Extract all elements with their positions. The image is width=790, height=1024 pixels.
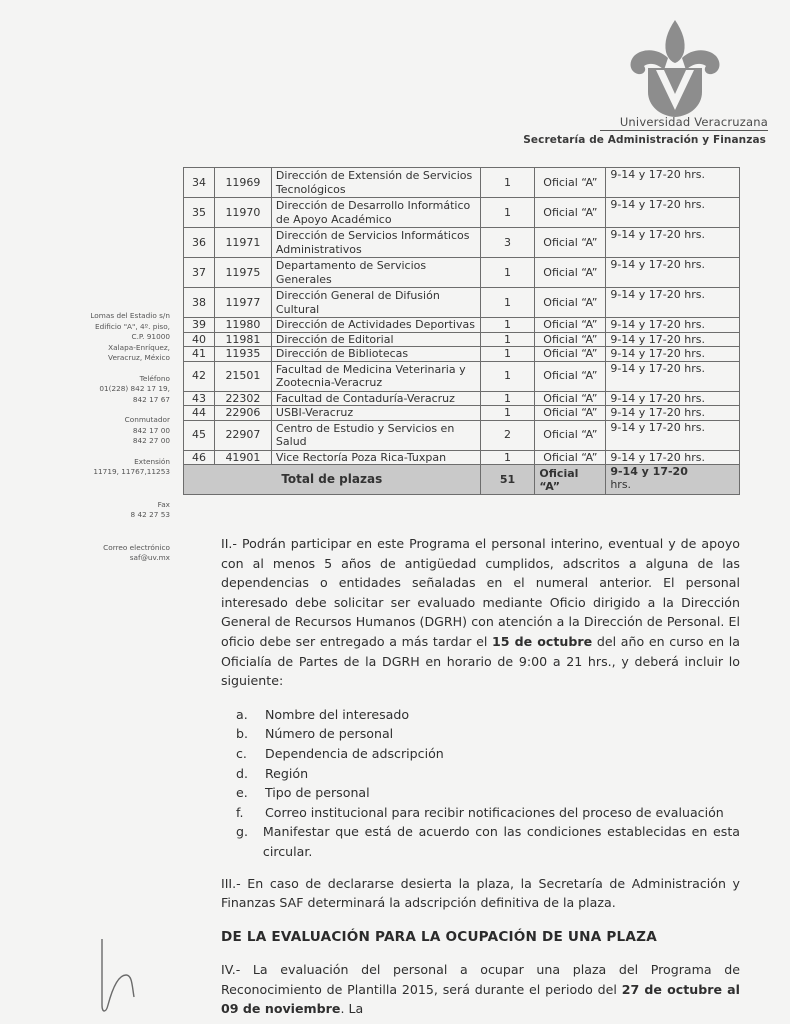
list-letter: f. <box>236 804 244 820</box>
dependency-name: Facultad de Contaduría-Veracruz <box>271 391 480 406</box>
dependency-name: Dirección de Desarrollo Informático de Apoyo Académico <box>271 198 480 228</box>
document-body <box>221 534 740 1019</box>
contact-sidebar <box>60 311 170 574</box>
conmutador-label: Conmutador <box>124 415 170 424</box>
paragraph-text: . La <box>340 1001 364 1017</box>
list-text: Nombre del interesado <box>265 706 410 722</box>
email-block <box>60 543 170 564</box>
dependency-name: Facultad de Medicina Veterinaria y Zootecnia-Veracruz <box>271 361 480 391</box>
plaza-count: 1 <box>480 258 535 288</box>
dependency-code: 22906 <box>214 406 271 421</box>
horario: 9-14 y 17-20 hrs. <box>606 361 740 391</box>
fax-value: 8 42 27 53 <box>130 510 170 519</box>
dependency-code: 11975 <box>214 258 271 288</box>
table-row <box>184 318 740 333</box>
puesto: Oficial “A” <box>535 450 606 465</box>
section-heading: DE LA EVALUACIÓN PARA LA OCUPACIÓN DE UNA PLAZA <box>221 928 657 945</box>
dependency-code: 22907 <box>214 420 271 450</box>
puesto: Oficial “A” <box>535 198 606 228</box>
list-item <box>221 822 740 861</box>
table-row <box>184 347 740 362</box>
table-row <box>184 228 740 258</box>
address-line: Veracruz, México <box>108 353 170 362</box>
fax-label: Fax <box>157 499 170 509</box>
row-number: 35 <box>184 198 215 228</box>
fax-block <box>60 500 170 521</box>
dependency-code: 11977 <box>214 288 271 318</box>
horario: 9-14 y 17-20 hrs. <box>606 347 740 362</box>
horario: 9-14 y 17-20 hrs. <box>606 288 740 318</box>
puesto: Oficial “A” <box>535 318 606 333</box>
address-block <box>60 311 170 364</box>
plaza-count: 3 <box>480 228 535 258</box>
row-number: 46 <box>184 450 215 465</box>
dependency-name: Dirección de Servicios Informáticos Administrativos <box>271 228 480 258</box>
dependency-code: 41901 <box>214 450 271 465</box>
paragraph-iii: III.- En caso de declararse desierta la plaza, la Secretaría de Administración y Finanzas SAF determinará la adscripción definitiva de la plaza. <box>221 875 740 911</box>
table-row <box>184 198 740 228</box>
extension-block <box>60 457 170 478</box>
table-row <box>184 168 740 198</box>
dependency-code: 11971 <box>214 228 271 258</box>
telefono-value: 842 17 67 <box>132 394 170 404</box>
list-letter: g. <box>236 824 248 840</box>
deadline-date: 15 de octubre <box>492 633 593 649</box>
table-row <box>184 361 740 391</box>
list-letter: a. <box>236 706 248 722</box>
row-number: 40 <box>184 332 215 347</box>
plaza-count: 1 <box>480 198 535 228</box>
extension-label: Extensión <box>134 456 170 466</box>
university-name: Universidad Veracruzana <box>600 115 768 131</box>
dependency-code: 21501 <box>214 361 271 391</box>
plaza-count: 1 <box>480 450 535 465</box>
conmutador-value: 842 27 00 <box>132 436 170 445</box>
row-number: 39 <box>184 318 215 333</box>
total-label: Total de plazas <box>184 465 481 495</box>
plaza-count: 1 <box>480 318 535 333</box>
total-horario <box>606 465 740 495</box>
dependency-name: Departamento de Servicios Generales <box>271 258 480 288</box>
dependency-name: Dirección de Actividades Deportivas <box>271 318 480 333</box>
paragraph-text: IV.- La evaluación del personal a ocupar una plaza del Programa de Reconocimiento de Plantilla 2015, será durante el periodo del <box>221 962 740 997</box>
list-letter: e. <box>236 785 248 801</box>
address-line: Lomas del Estadio s/n <box>90 311 170 320</box>
puesto: Oficial “A” <box>535 406 606 421</box>
address-line: Edificio "A", 4º. piso, <box>95 321 170 331</box>
puesto: Oficial “A” <box>535 258 606 288</box>
secretaria-name: Secretaría de Administración y Finanzas <box>523 134 766 146</box>
row-number: 42 <box>184 361 215 391</box>
telefono-block <box>60 374 170 406</box>
list-text: Manifestar que está de acuerdo con las condiciones establecidas en esta circular. <box>262 824 740 859</box>
plazas-table-body <box>184 168 740 495</box>
dependency-name: Vice Rectoría Poza Rica-Tuxpan <box>271 450 480 465</box>
plazas-table <box>183 167 740 495</box>
plaza-count: 1 <box>480 168 535 198</box>
list-letter: d. <box>236 765 248 781</box>
total-row <box>184 465 740 495</box>
horario: 9-14 y 17-20 hrs. <box>606 450 740 465</box>
row-number: 44 <box>184 406 215 421</box>
uv-logo-icon <box>620 18 730 118</box>
requirements-list <box>221 705 740 862</box>
signature-mark-icon <box>92 935 152 1015</box>
dependency-name: Dirección General de Difusión Cultural <box>271 288 480 318</box>
puesto: Oficial “A” <box>535 288 606 318</box>
puesto: Oficial “A” <box>535 420 606 450</box>
row-number: 41 <box>184 347 215 362</box>
table-row <box>184 420 740 450</box>
list-item <box>221 803 740 823</box>
horario: 9-14 y 17-20 hrs. <box>606 168 740 198</box>
plaza-count: 1 <box>480 406 535 421</box>
total-horario-line2: hrs. <box>610 478 632 491</box>
puesto: Oficial “A” <box>535 391 606 406</box>
list-text: Región <box>265 765 309 781</box>
telefono-value: 01(228) 842 17 19, <box>99 384 170 393</box>
dependency-code: 22302 <box>214 391 271 406</box>
dependency-code: 11969 <box>214 168 271 198</box>
row-number: 34 <box>184 168 215 198</box>
table-row <box>184 288 740 318</box>
list-letter: c. <box>236 745 247 761</box>
puesto: Oficial “A” <box>535 347 606 362</box>
puesto: Oficial “A” <box>535 361 606 391</box>
conmutador-value: 842 17 00 <box>132 425 170 435</box>
dependency-code: 11935 <box>214 347 271 362</box>
plaza-count: 2 <box>480 420 535 450</box>
row-number: 37 <box>184 258 215 288</box>
horario: 9-14 y 17-20 hrs. <box>606 420 740 450</box>
list-item <box>221 783 740 803</box>
dependency-code: 11970 <box>214 198 271 228</box>
horario: 9-14 y 17-20 hrs. <box>606 228 740 258</box>
total-puesto-line2: “A” <box>539 479 560 493</box>
list-item <box>221 744 740 764</box>
puesto: Oficial “A” <box>535 332 606 347</box>
dependency-name: Dirección de Extensión de Servicios Tecnológicos <box>271 168 480 198</box>
plaza-count: 1 <box>480 288 535 318</box>
paragraph-text: II.- Podrán participar en este Programa el personal interino, eventual y de apoyo con al menos 5 años de antigüedad cumplidos, adscritos a alguna de las dependencias o entidades señaladas en el numeral anterior. El personal interesado debe solicitar ser evaluado mediante Oficio dirigido a la Dirección General de Recursos Humanos (DGRH) con atención a la Dirección de Personal. El oficio debe ser entregado a más tardar el <box>221 536 740 649</box>
address-line: C.P. 91000 <box>131 332 170 341</box>
dependency-code: 11981 <box>214 332 271 347</box>
paragraph-ii <box>221 534 740 691</box>
paragraph-text: del año en curso en la Oficialía de Partes de la DGRH en horario de 9:00 a 21 hrs., y deberá incluir lo siguiente: <box>221 633 740 689</box>
total-horario-line1: 9-14 y 17-20 <box>610 465 688 478</box>
dependency-name: Dirección de Bibliotecas <box>271 347 480 362</box>
horario: 9-14 y 17-20 hrs. <box>606 198 740 228</box>
puesto: Oficial “A” <box>535 228 606 258</box>
dependency-code: 11980 <box>214 318 271 333</box>
total-puesto <box>535 465 606 495</box>
horario: 9-14 y 17-20 hrs. <box>606 258 740 288</box>
dependency-name: Dirección de Editorial <box>271 332 480 347</box>
list-text: Correo institucional para recibir notificaciones del proceso de evaluación <box>265 804 724 820</box>
total-puesto-line1: Oficial <box>539 466 579 480</box>
list-text: Dependencia de adscripción <box>265 745 444 761</box>
dependency-name: USBI-Veracruz <box>271 406 480 421</box>
extension-value: 11719, 11767,11253 <box>93 467 170 476</box>
list-item <box>221 764 740 784</box>
plaza-count: 1 <box>480 332 535 347</box>
table-row <box>184 406 740 421</box>
row-number: 36 <box>184 228 215 258</box>
conmutador-block <box>60 415 170 447</box>
plaza-count: 1 <box>480 361 535 391</box>
dependency-name: Centro de Estudio y Servicios en Salud <box>271 420 480 450</box>
total-qty: 51 <box>480 465 535 495</box>
evaluation-period: 27 de octubre al 09 de noviembre <box>221 981 740 1017</box>
paragraph-iv <box>221 960 740 1019</box>
list-letter: b. <box>236 726 248 742</box>
list-text: Número de personal <box>265 726 394 742</box>
table-row <box>184 391 740 406</box>
email-link[interactable]: saf@uv.mx <box>129 553 170 562</box>
row-number: 43 <box>184 391 215 406</box>
puesto: Oficial “A” <box>535 168 606 198</box>
horario: 9-14 y 17-20 hrs. <box>606 332 740 347</box>
table-row <box>184 258 740 288</box>
row-number: 45 <box>184 420 215 450</box>
list-item <box>221 724 740 744</box>
telefono-label: Teléfono <box>139 373 170 383</box>
table-row <box>184 450 740 465</box>
horario: 9-14 y 17-20 hrs. <box>606 318 740 333</box>
row-number: 38 <box>184 288 215 318</box>
list-text: Tipo de personal <box>265 785 370 801</box>
table-row <box>184 332 740 347</box>
plaza-count: 1 <box>480 347 535 362</box>
list-item <box>221 705 740 725</box>
address-line: Xalapa-Enríquez, <box>108 342 170 352</box>
horario: 9-14 y 17-20 hrs. <box>606 406 740 421</box>
plaza-count: 1 <box>480 391 535 406</box>
email-label: Correo electrónico <box>103 542 170 552</box>
horario: 9-14 y 17-20 hrs. <box>606 391 740 406</box>
